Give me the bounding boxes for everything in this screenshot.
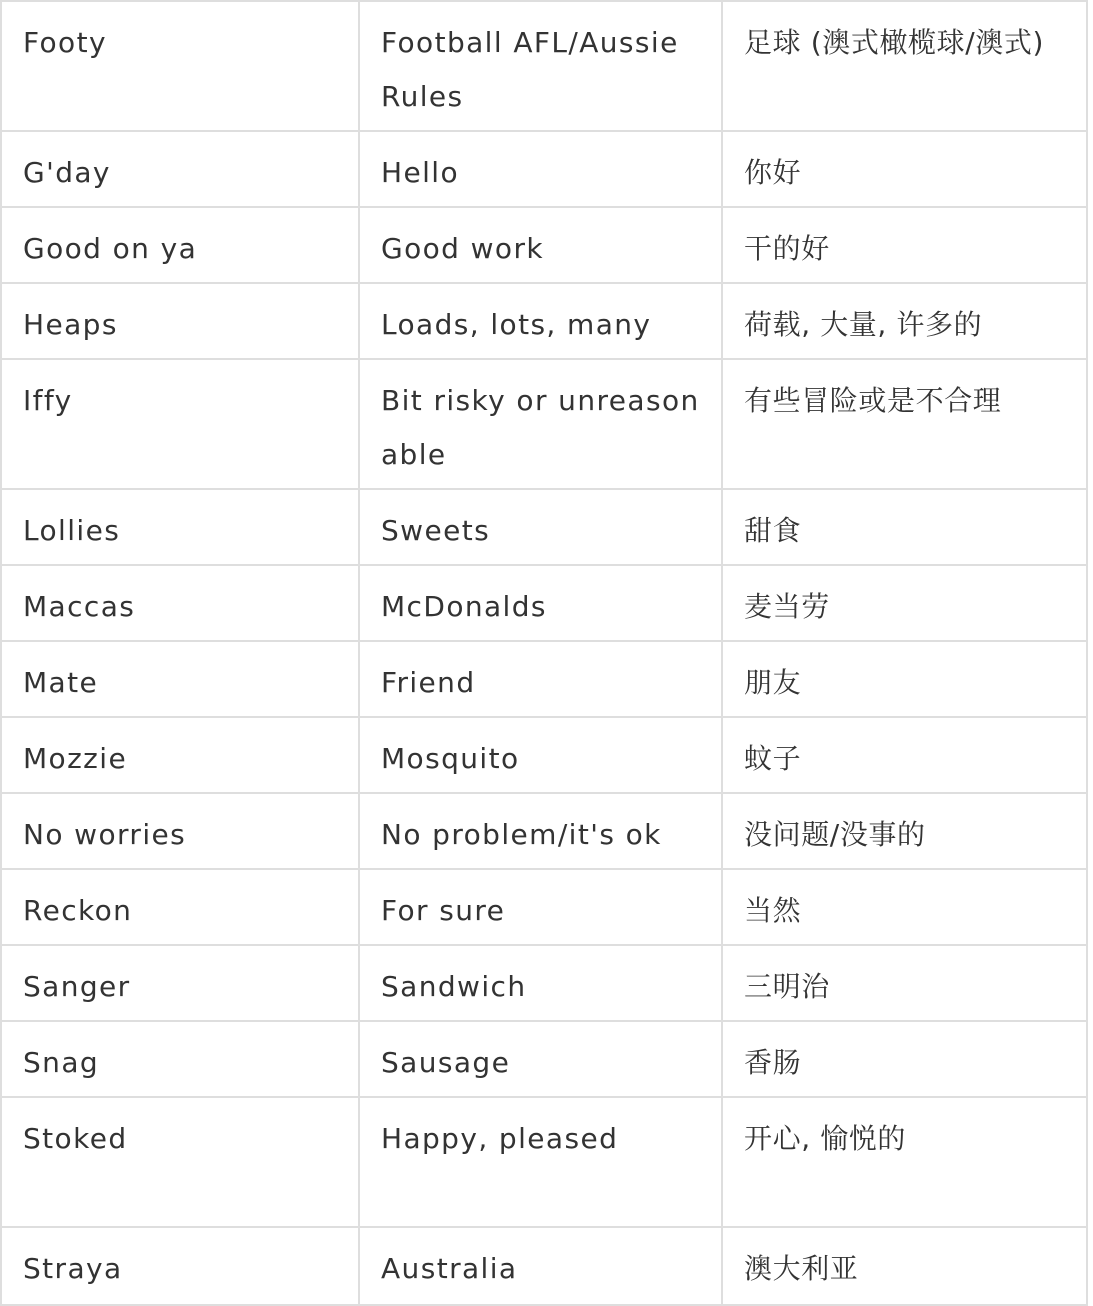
table-body (1, 1, 1087, 1305)
meaning-cell: Australia (359, 1227, 722, 1305)
table-row (1, 1097, 1087, 1227)
slang-cell: Heaps (1, 283, 359, 359)
chinese-cell: 澳大利亚 (722, 1227, 1087, 1305)
meaning-cell: For sure (359, 869, 722, 945)
table-row (1, 641, 1087, 717)
table-row (1, 717, 1087, 793)
table-row (1, 359, 1087, 489)
slang-cell: Snag (1, 1021, 359, 1097)
slang-cell: Mozzie (1, 717, 359, 793)
table-row (1, 131, 1087, 207)
table-row (1, 869, 1087, 945)
chinese-cell: 麦当劳 (722, 565, 1087, 641)
meaning-cell: No problem/it's ok (359, 793, 722, 869)
chinese-cell: 三明治 (722, 945, 1087, 1021)
meaning-cell: McDonalds (359, 565, 722, 641)
slang-cell: Sanger (1, 945, 359, 1021)
chinese-cell: 当然 (722, 869, 1087, 945)
chinese-cell: 蚊子 (722, 717, 1087, 793)
meaning-cell: Sandwich (359, 945, 722, 1021)
slang-cell: Reckon (1, 869, 359, 945)
table-row (1, 565, 1087, 641)
meaning-cell: Sausage (359, 1021, 722, 1097)
chinese-cell: 干的好 (722, 207, 1087, 283)
slang-cell: Good on ya (1, 207, 359, 283)
slang-cell: Maccas (1, 565, 359, 641)
chinese-cell: 香肠 (722, 1021, 1087, 1097)
meaning-cell: Sweets (359, 489, 722, 565)
table-row (1, 283, 1087, 359)
meaning-cell: Good work (359, 207, 722, 283)
slang-cell: Mate (1, 641, 359, 717)
slang-cell: Lollies (1, 489, 359, 565)
meaning-cell: Mosquito (359, 717, 722, 793)
table-row (1, 945, 1087, 1021)
table-row (1, 489, 1087, 565)
chinese-cell: 足球 (澳式橄榄球/澳式) (722, 1, 1087, 131)
table-row (1, 1021, 1087, 1097)
chinese-cell: 有些冒险或是不合理 (722, 359, 1087, 489)
chinese-cell: 你好 (722, 131, 1087, 207)
table-row (1, 793, 1087, 869)
table-row (1, 207, 1087, 283)
meaning-cell: Hello (359, 131, 722, 207)
slang-cell: No worries (1, 793, 359, 869)
table-row (1, 1227, 1087, 1305)
chinese-cell: 荷载, 大量, 许多的 (722, 283, 1087, 359)
slang-cell: Iffy (1, 359, 359, 489)
slang-cell: Straya (1, 1227, 359, 1305)
meaning-cell: Football AFL/Aussie Rules (359, 1, 722, 131)
meaning-cell: Loads, lots, many (359, 283, 722, 359)
table-row (1, 1, 1087, 131)
chinese-cell: 甜食 (722, 489, 1087, 565)
slang-cell: Footy (1, 1, 359, 131)
chinese-cell: 开心, 愉悦的 (722, 1097, 1087, 1227)
slang-cell: Stoked (1, 1097, 359, 1227)
slang-cell: G'day (1, 131, 359, 207)
chinese-cell: 没问题/没事的 (722, 793, 1087, 869)
meaning-cell: Bit risky or unreasonable (359, 359, 722, 489)
chinese-cell: 朋友 (722, 641, 1087, 717)
meaning-cell: Friend (359, 641, 722, 717)
meaning-cell: Happy, pleased (359, 1097, 722, 1227)
